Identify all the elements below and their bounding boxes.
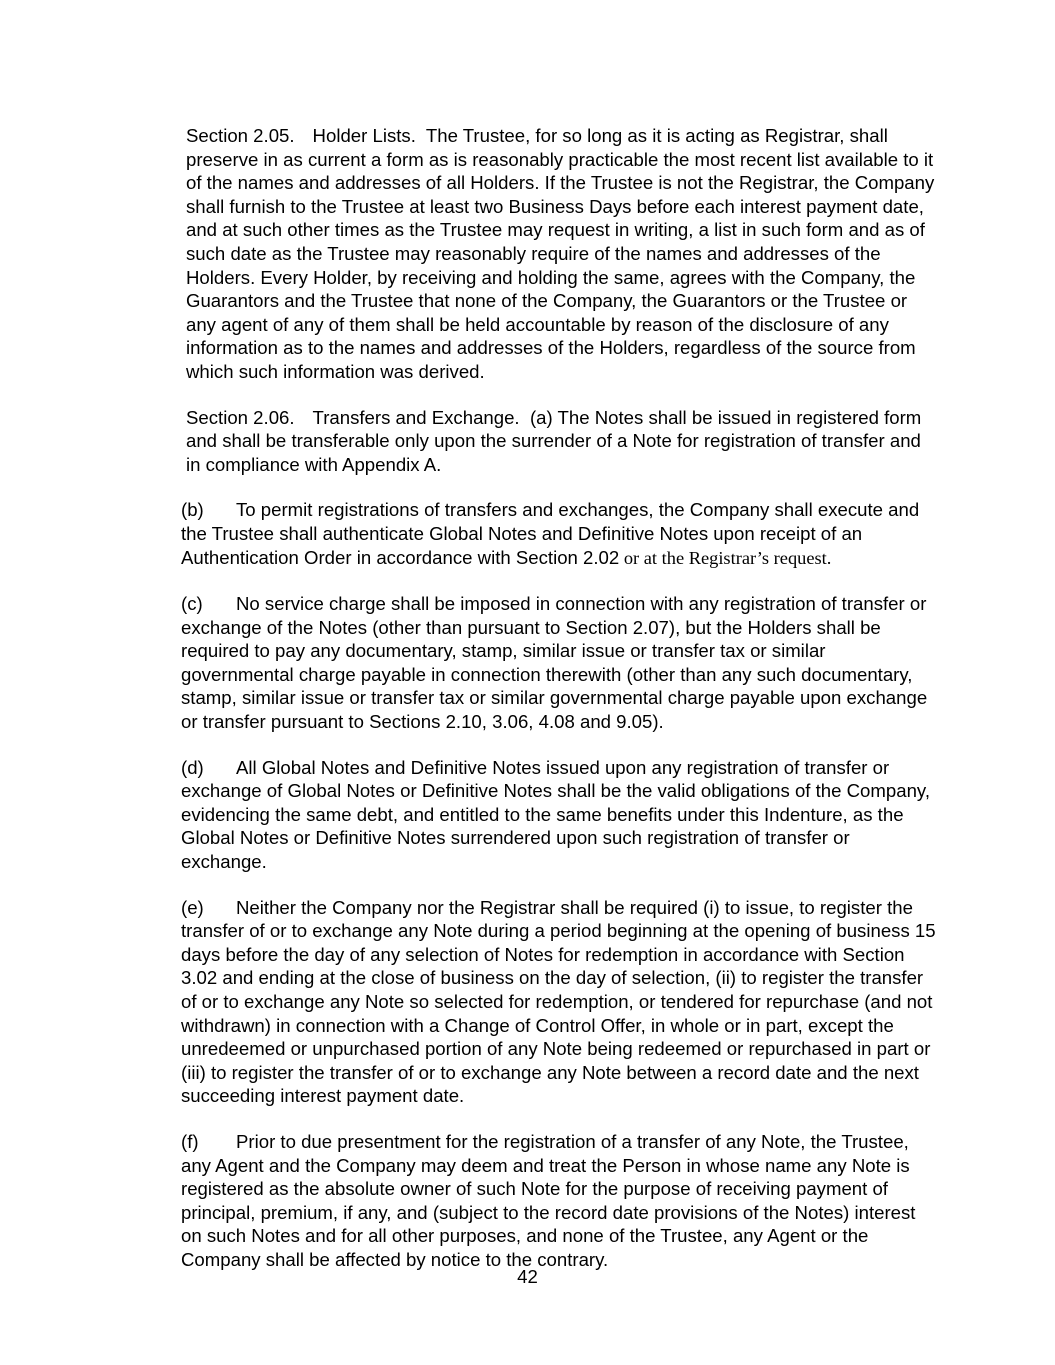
subsection-f-body: Prior to due presentment for the registration of a transfer of any Note, the Trustee, any Agent and the Company may deem and treat the Person in whose name any Note is registered as the absolute owner of such Note for the purpose of receiving payment of principal, premium, if any, and (subject to the record date provisions of the Notes) interest on such Notes and for all other purposes, and none of the Trustee, any Agent or the Company shall be affected by notice to the contrary. — [181, 1130, 916, 1270]
subsection-b-body: To permit registrations of transfers and exchanges, the Company shall execute and the Trustee shall authenticate Global Notes and Definitive Notes upon receipt of an Authentication Order in accordance with Section 2.02 — [181, 499, 920, 568]
section-2-05-paragraph — [124, 124, 936, 384]
section-2-06-body: (a) The Notes shall be issued in registered form and shall be transferable only upon the surrender of a Note for registration of transfer and in compliance with Appendix A. — [186, 406, 922, 475]
subsection-c-body: No service charge shall be imposed in connection with any registration of transfer or exchange of the Notes (other than pursuant to Section 2.07), but the Holders shall be required to pay any documentary, stamp, similar issue or transfer tax or similar governmental charge payable in connection therewith (other than any such documentary, stamp, similar issue or transfer tax or similar governmental charge payable upon exchange or transfer pursuant to Sections 2.10, 3.06, 4.08 and 9.05). — [181, 593, 928, 733]
subsection-b-tail: or at the Registrar’s request. — [619, 547, 832, 568]
subsection-f-paragraph — [124, 1130, 936, 1272]
section-2-06-title: Transfers and Exchange. — [312, 406, 520, 428]
subsection-e-label: (e) — [181, 896, 204, 918]
subsection-b-label: (b) — [181, 499, 204, 521]
section-2-05-title: Holder Lists. — [312, 125, 416, 146]
subsection-d-paragraph — [124, 756, 936, 874]
subsection-d-label: (d) — [181, 756, 204, 778]
section-2-06-number: Section 2.06. — [186, 406, 295, 428]
subsection-c-label: (c) — [181, 593, 203, 615]
subsection-e-body: Neither the Company nor the Registrar shall be required (i) to issue, to register the transfer of or to exchange any Note during a period beginning at the opening of business 15 days before the day of any selection of Notes for redemption in accordance with Section 3.02 and ending at the close of business on the day of selection, (ii) to register the transfer of or to exchange any Note so selected for redemption, or tendered for repurchase (and not withdrawn) in connection with a Change of Control Offer, in whole or in part, except the unredeemed or unpurchased portion of any Note being redeemed or repurchased in part or (iii) to register the transfer of or to exchange any Note between a record date and the next succeeding interest payment date. — [181, 896, 936, 1107]
subsection-d-body: All Global Notes and Definitive Notes issued upon any registration of transfer or exchange of Global Notes or Definitive Notes shall be the valid obligations of the Company, evidencing the same debt, and entitled to the same benefits under this Indenture, as the Global Notes or Definitive Notes surrendered upon such registration of transfer or exchange. — [181, 756, 930, 873]
subsection-b-paragraph — [124, 498, 936, 570]
document-page — [124, 124, 936, 1294]
subsection-c-paragraph — [124, 592, 936, 734]
subsection-f-label: (f) — [181, 1130, 199, 1152]
section-2-06-paragraph — [124, 406, 936, 477]
subsection-e-paragraph — [124, 896, 936, 1108]
section-2-05-number: Section 2.05. — [186, 125, 295, 146]
section-2-05-body: The Trustee, for so long as it is acting as Registrar, shall preserve in as current a form as is reasonably practicable the most recent list available to it of the names and addresses of all Holders. If the Trustee is not the Registrar, the Company shall furnish to the Trustee at least two Business Days before each interest payment date, and at such other times as the Trustee may request in writing, a list in such form and as of such date as the Trustee may reasonably require of the names and addresses of the Holders. Every Holder, by receiving and holding the same, agrees with the Company, the Guarantors and the Trustee that none of the Company, the Guarantors or the Trustee or any agent of any of them shall be held accountable by reason of the disclosure of any information as to the names and addresses of the Holders, regardless of the source from which such information was derived. — [186, 125, 935, 382]
page-number: 42 — [517, 1266, 538, 1287]
